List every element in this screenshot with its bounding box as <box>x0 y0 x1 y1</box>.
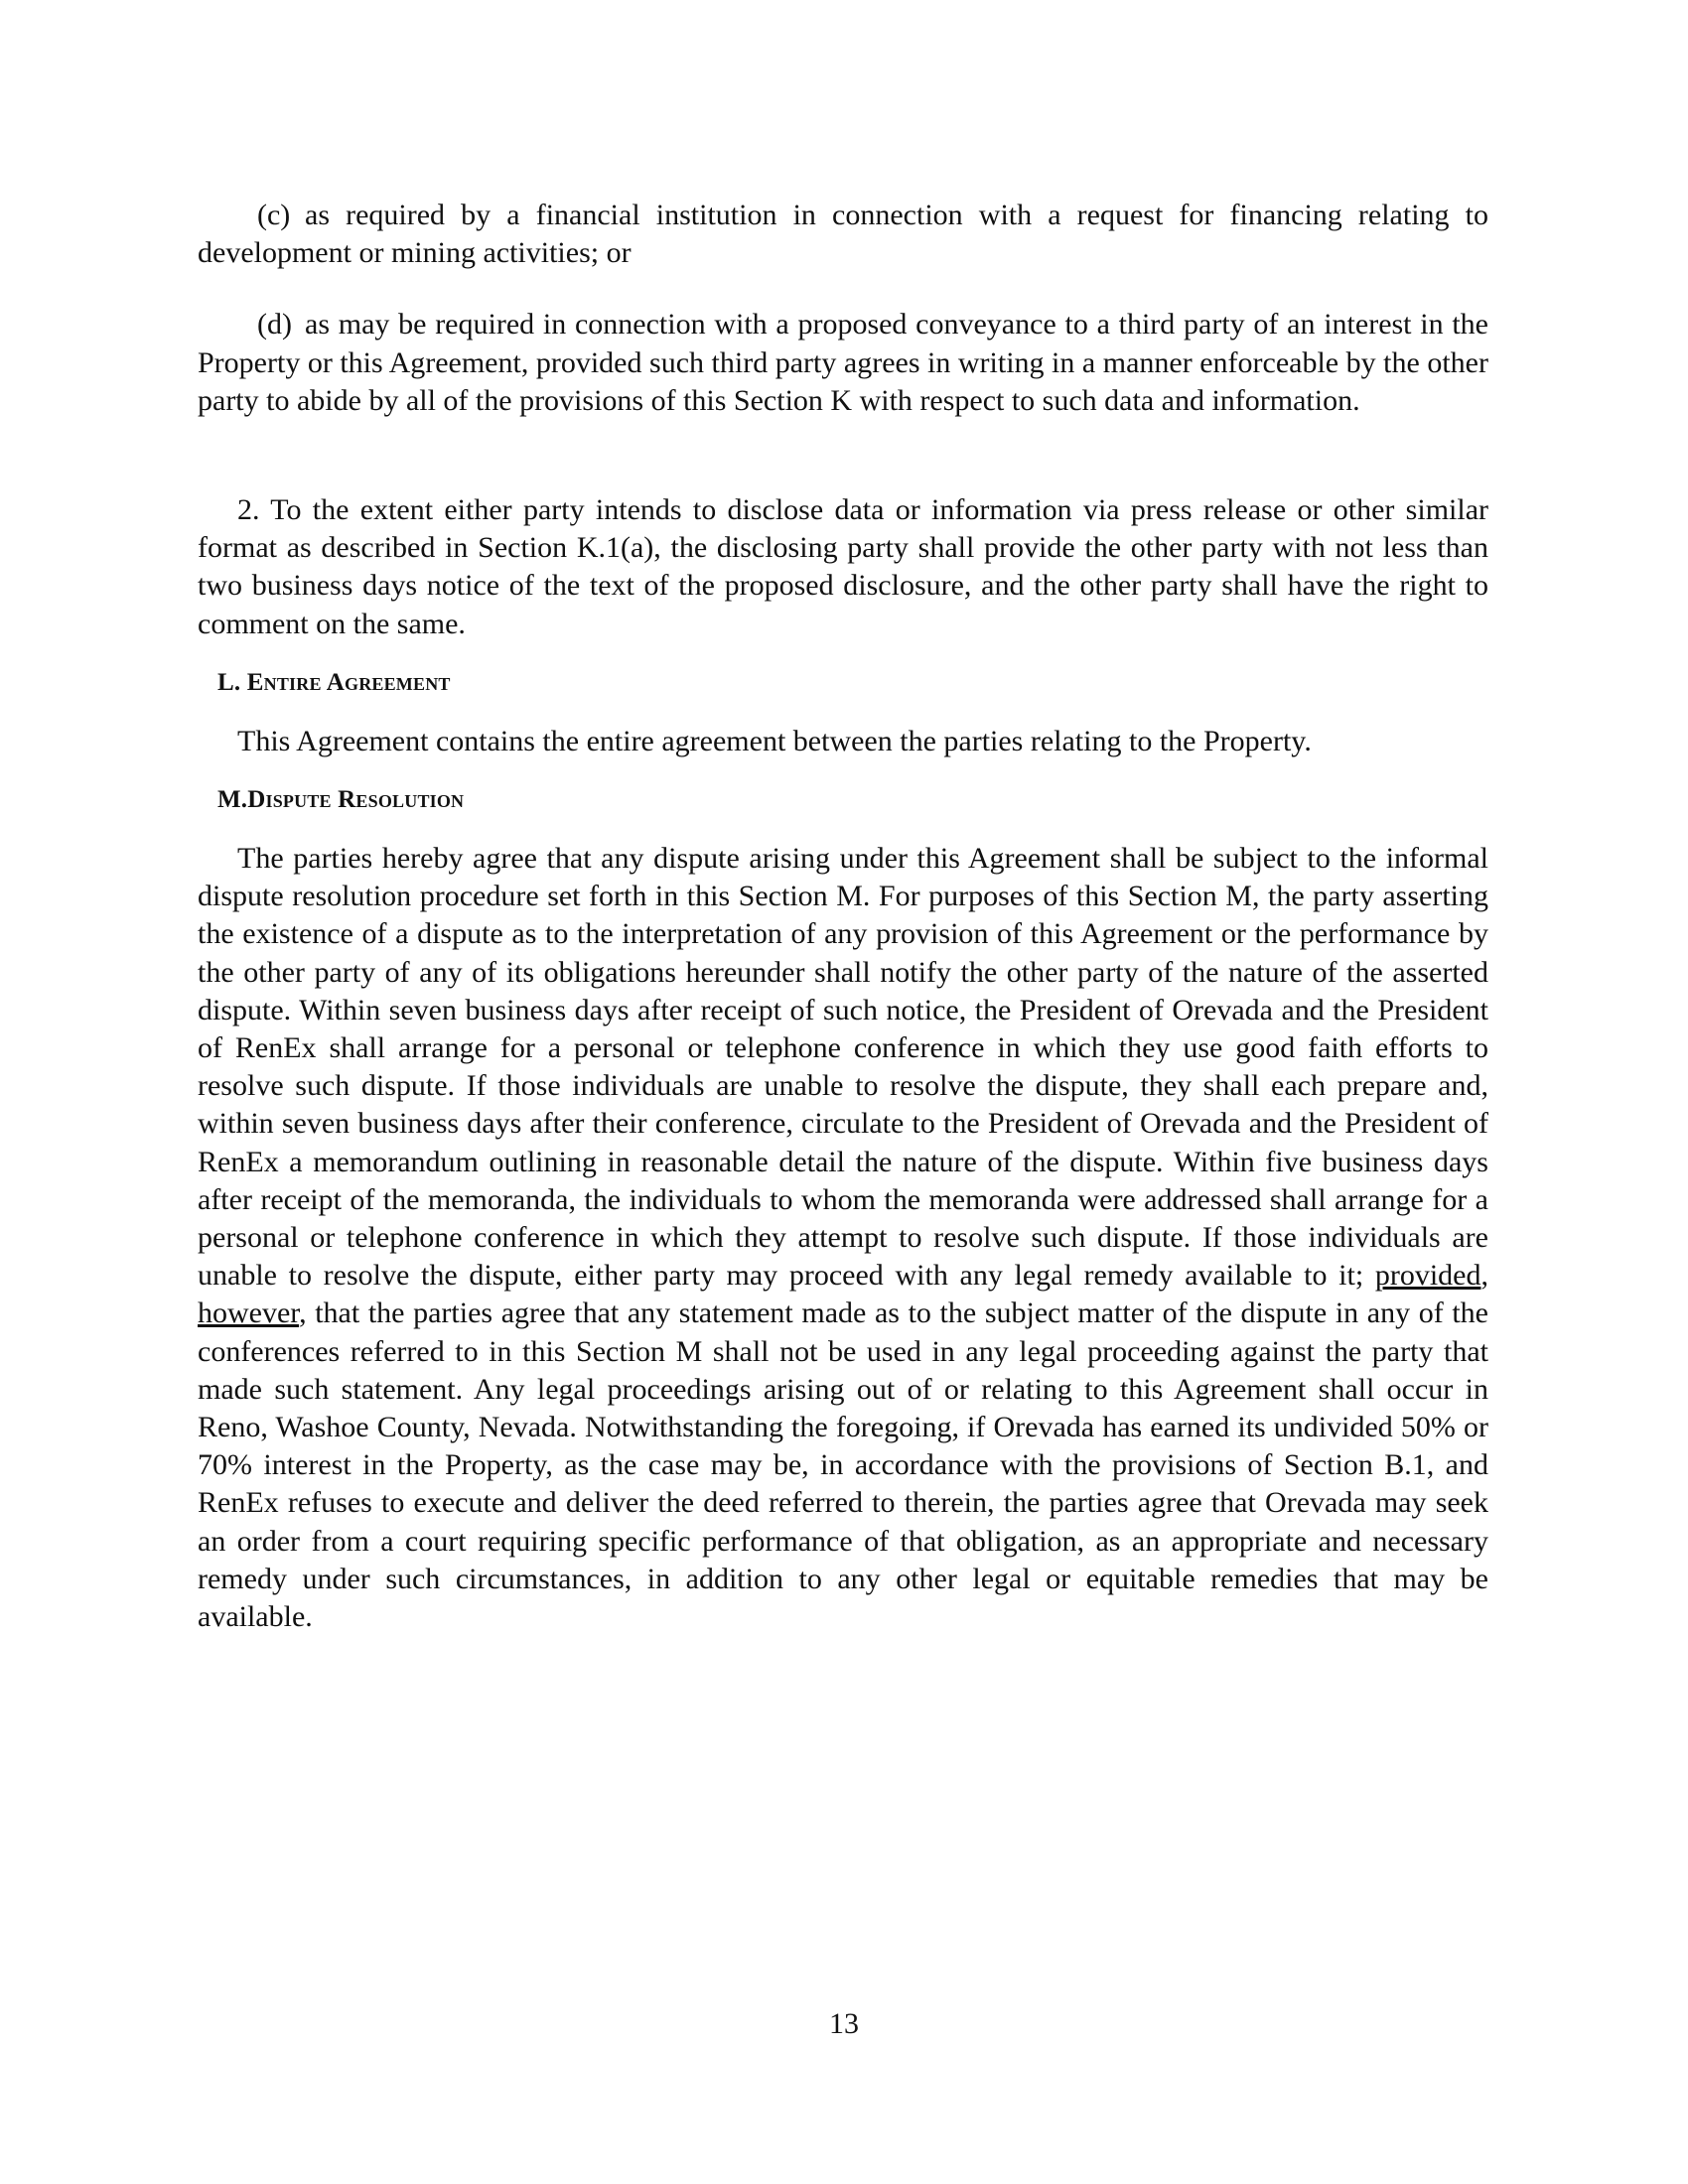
document-page <box>198 197 1488 1636</box>
provided-underlined: provided <box>1374 1259 1481 1293</box>
clause-d <box>198 306 1488 420</box>
clause-d-label: (d) <box>257 308 292 341</box>
however-underlined: however <box>198 1297 300 1330</box>
section-l-text: This Agreement contains the entire agreement between the parties relating to the Property. <box>237 724 1312 757</box>
clause-d-text: as may be required in connection with a proposed conveyance to a third party of an interest in the Property or this Agreement, provided such third party agrees in writing in a manner enforceable by the other party to abide by all of the provisions of this Section K with respect to such data and information. <box>198 308 1488 417</box>
clause-c-text: as required by a financial institution in connection with a request for financing relating to development or mining activities; or <box>198 199 1488 270</box>
clause-c <box>198 197 1488 272</box>
page-number: 13 <box>829 2007 859 2040</box>
section-l-heading: L. Entire Agreement <box>217 668 451 696</box>
section-m-text <box>198 840 1488 1636</box>
section-m-heading: M.Dispute Resolution <box>217 786 465 814</box>
section-m-text-part1: The parties hereby agree that any dispute arising under this Agreement shall be subject to the informal dispute resolution procedure set forth in this Section M. For purposes of this Section M, the party asserting the existence of a dispute as to the interpretation of any provision of this Agreement or the performance by the other party of any of its obligations hereunder shall notify the other party of the nature of the asserted dispute. Within seven business days after receipt of such notice, the President of Orevada and the President of RenEx shall arrange for a personal or telephone conference in which they use good faith efforts to resolve such dispute. If those individuals are unable to resolve the dispute, they shall each prepare and, within seven business days after their conference, circulate to the President of Orevada and the President of RenEx a memorandum outlining in reasonable detail the nature of the dispute. Within five business days after receipt of the memoranda, the individuals to whom the memoranda were addressed shall arrange for a personal or telephone conference in which they attempt to resolve such dispute. If those individuals are unable to resolve the dispute, either party may proceed with any legal remedy available to it; <box>198 842 1488 1293</box>
section-m-comma: , <box>1480 1259 1488 1293</box>
section-m-text-part2: , that the parties agree that any statement made as to the subject matter of the dispute in any of the conferences referred to in this Section M shall not be used in any legal proceeding against the party that made such statement. Any legal proceedings arising out of or relating to this Agreement shall occur in Reno, Washoe County, Nevada. Notwithstanding the foregoing, if Orevada has earned its undivided 50% or 70% interest in the Property, as the case may be, in accordance with the provisions of Section B.1, and RenEx refuses to execute and deliver the deed referred to therein, the parties agree that Orevada may seek an order from a court requiring specific performance of that obligation, as an appropriate and necessary remedy under such circumstances, in addition to any other legal or equitable remedies that may be available. <box>198 1297 1488 1634</box>
clause-2: 2. To the extent either party intends to disclose data or information via press release or other similar format as described in Section K.1(a), the disclosing party shall provide the other party with not less than two business days notice of the text of the proposed disclosure, and the other party shall have the right to comment on the same. <box>198 493 1488 640</box>
clause-c-label: (c) <box>257 199 291 231</box>
